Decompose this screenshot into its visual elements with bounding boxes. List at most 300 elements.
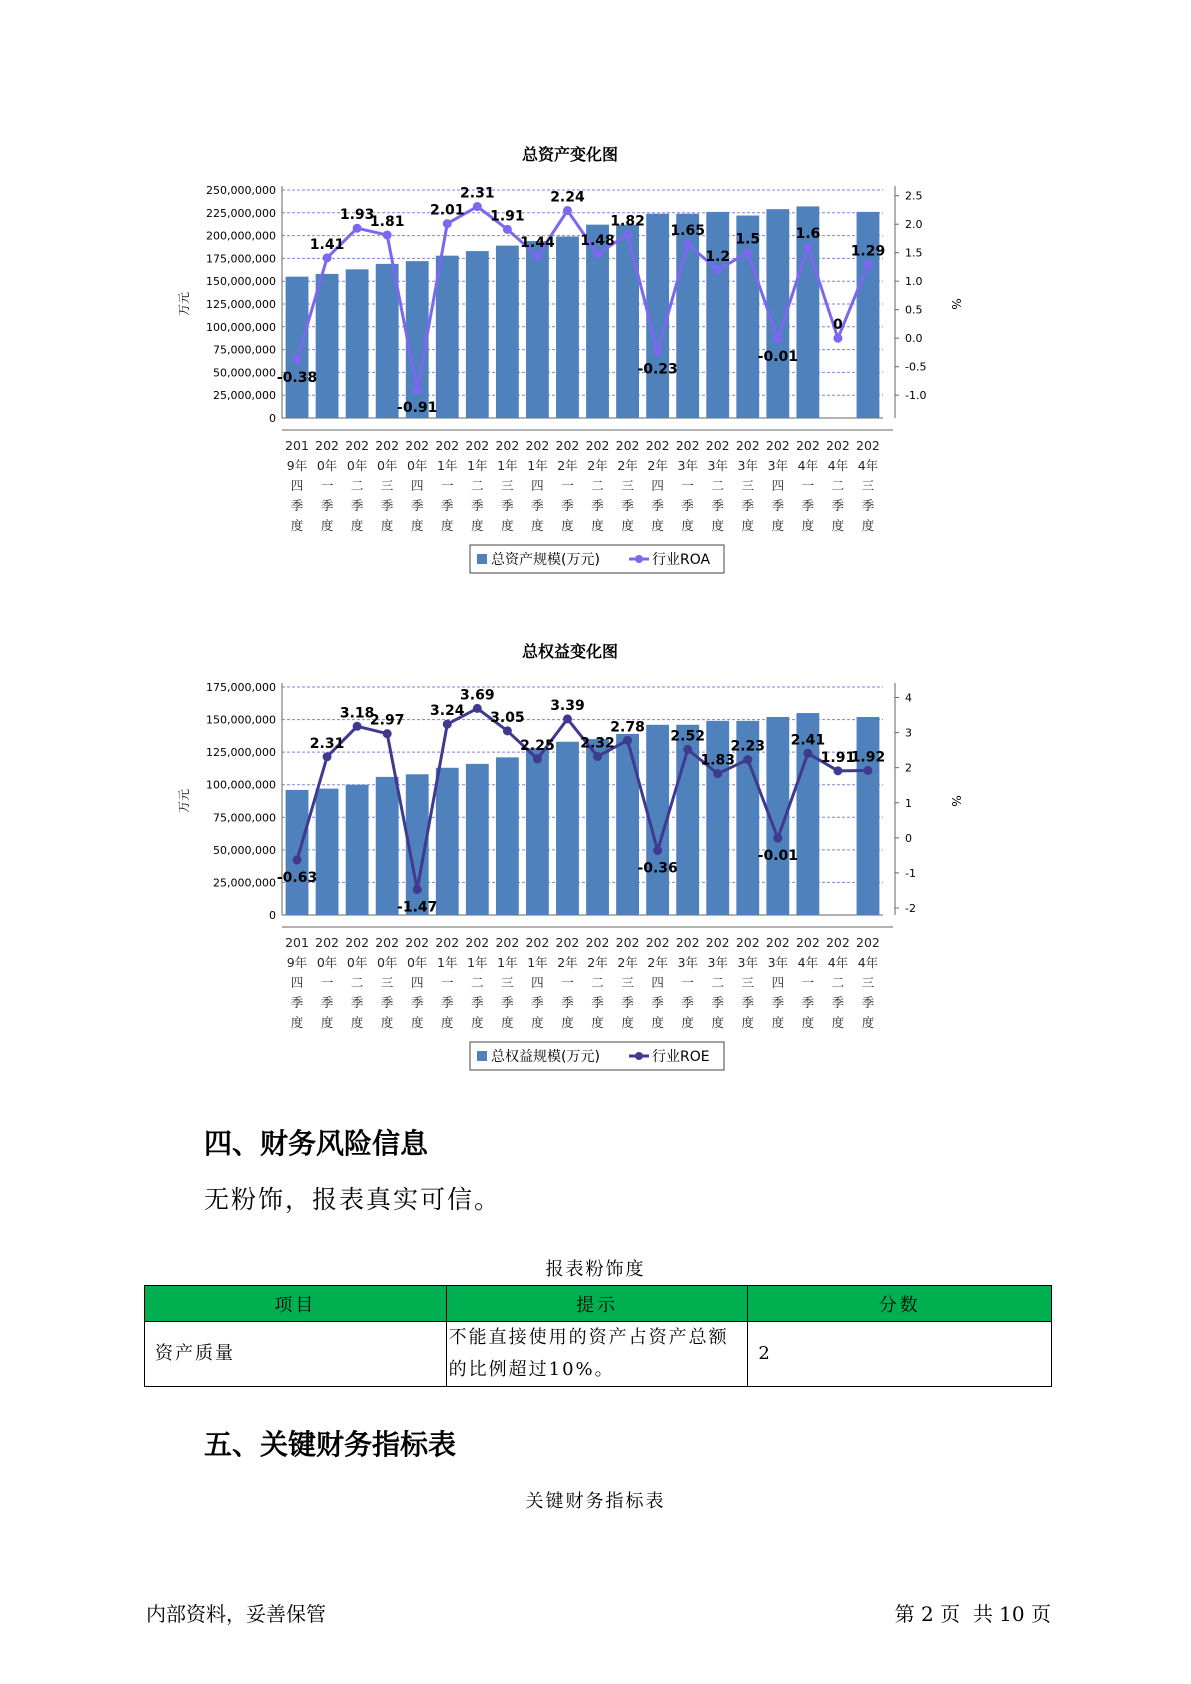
x-tick-label: 四: [531, 975, 544, 990]
column-header-item: 项目: [145, 1286, 447, 1322]
x-tick-label: 202: [765, 935, 790, 950]
x-tick-label: 季: [561, 498, 574, 513]
x-tick-label: 季: [290, 498, 304, 513]
x-tick-label: 202: [645, 935, 670, 950]
line-point: [683, 240, 692, 249]
y-tick-label: 125,000,000: [206, 298, 276, 311]
cell-score: 2: [748, 1322, 1052, 1387]
x-tick-label: 202: [825, 935, 850, 950]
x-tick-label: 二: [711, 975, 724, 990]
data-label: -0.38: [276, 369, 318, 386]
x-tick-label: 三: [861, 478, 875, 493]
y2-tick-label: 0.5: [905, 303, 923, 317]
x-tick-label: 202: [555, 438, 580, 453]
x-tick-label: 三: [741, 975, 755, 990]
line-point: [383, 729, 392, 738]
x-tick-label: 3年: [737, 955, 759, 970]
x-tick-label: 1年: [437, 955, 458, 970]
line-point: [473, 704, 482, 713]
x-tick-label: 度: [831, 1015, 845, 1030]
x-tick-label: 度: [861, 1015, 875, 1030]
bar: [346, 269, 369, 418]
line-point: [593, 249, 602, 258]
x-tick-label: 202: [645, 438, 670, 453]
data-label: 3.69: [460, 687, 495, 704]
x-tick-label: 季: [290, 995, 304, 1010]
x-tick-label: 度: [681, 518, 694, 533]
x-tick-label: 202: [435, 438, 460, 453]
line-point: [803, 243, 812, 252]
x-tick-label: 一: [681, 478, 694, 493]
bar: [526, 241, 549, 418]
x-tick-label: 一: [320, 975, 334, 990]
x-tick-label: 度: [320, 1015, 334, 1030]
x-tick-label: 度: [320, 518, 334, 533]
x-tick-label: 季: [350, 995, 364, 1010]
x-tick-label: 202: [465, 438, 490, 453]
x-tick-label: 4年: [857, 955, 879, 970]
data-label: -0.23: [637, 361, 678, 378]
x-tick-label: 3年: [737, 458, 759, 473]
line-point: [833, 334, 842, 343]
x-tick-label: 二: [471, 478, 484, 493]
x-tick-label: 202: [856, 438, 880, 453]
x-tick-label: 三: [861, 975, 875, 990]
x-tick-label: 1年: [467, 955, 488, 970]
x-tick-label: 二: [711, 478, 724, 493]
y-tick-label: 125,000,000: [206, 746, 276, 760]
line-point: [293, 855, 302, 864]
line-point: [443, 720, 452, 729]
x-tick-label: 季: [380, 995, 394, 1010]
line-point: [863, 766, 872, 775]
line-point: [293, 355, 302, 364]
line-point: [473, 202, 482, 211]
y-tick-label: 225,000,000: [206, 206, 276, 220]
line-point: [713, 265, 722, 274]
legend-label-line: 行业ROA: [652, 552, 711, 568]
x-tick-label: 202: [315, 935, 340, 950]
y2-tick-label: -1.0: [905, 389, 927, 403]
data-label: -0.01: [757, 848, 799, 865]
x-tick-label: 季: [681, 498, 694, 513]
bar: [586, 739, 609, 915]
x-tick-label: 度: [531, 1015, 544, 1030]
x-tick-label: 3年: [707, 458, 728, 473]
x-tick-label: 201: [285, 935, 309, 950]
data-label: -1.47: [397, 899, 438, 916]
x-tick-label: 0年: [316, 955, 338, 970]
x-tick-label: 一: [441, 975, 454, 990]
x-tick-label: 2年: [557, 955, 578, 970]
data-label: 0: [833, 317, 843, 334]
x-tick-label: 202: [405, 935, 430, 950]
x-tick-label: 季: [861, 498, 875, 513]
line-point: [413, 885, 422, 894]
line-point: [353, 722, 362, 731]
data-label: 1.65: [670, 223, 705, 240]
x-tick-label: 9年: [286, 955, 308, 970]
x-tick-label: 季: [651, 995, 664, 1010]
data-label: 1.44: [520, 235, 555, 252]
y-tick-label: 25,000,000: [213, 876, 276, 890]
y-tick-label: 150,000,000: [206, 713, 276, 727]
x-tick-label: 季: [741, 995, 755, 1010]
x-tick-label: 季: [561, 995, 574, 1010]
y-tick-label: 150,000,000: [206, 275, 276, 289]
legend-label-line: 行业ROE: [652, 1049, 710, 1065]
data-label: 1.92: [850, 749, 886, 766]
x-tick-label: 202: [495, 935, 520, 950]
data-label: 1.83: [700, 752, 735, 769]
y2-tick-label: 3: [905, 726, 912, 740]
x-tick-label: 三: [380, 975, 394, 990]
x-tick-label: 度: [771, 1015, 785, 1030]
footer-left: 内部资料，妥善保管: [146, 1602, 326, 1626]
y-axis-title: 万元: [177, 788, 191, 814]
bar: [496, 246, 519, 418]
x-tick-label: 季: [410, 498, 424, 513]
x-tick-label: 0年: [406, 458, 428, 473]
y2-tick-label: 2: [905, 761, 912, 775]
data-label: 1.41: [309, 236, 345, 253]
x-tick-label: 4年: [857, 458, 879, 473]
x-tick-label: 度: [591, 1015, 604, 1030]
x-tick-label: 二: [350, 975, 364, 990]
x-tick-label: 0年: [406, 955, 428, 970]
x-tick-label: 四: [771, 478, 785, 493]
data-label: 2.31: [460, 185, 495, 202]
x-tick-label: 季: [441, 498, 454, 513]
y-tick-label: 250,000,000: [206, 184, 276, 197]
bar: [286, 277, 309, 418]
x-tick-label: 202: [435, 935, 460, 950]
x-tick-label: 季: [501, 498, 514, 513]
y-tick-label: 100,000,000: [206, 320, 276, 334]
data-label: -0.63: [276, 869, 318, 886]
x-tick-label: 二: [350, 478, 364, 493]
legend-bar-swatch: [477, 554, 487, 564]
x-tick-label: 度: [621, 1015, 634, 1030]
y2-tick-label: -1: [905, 866, 916, 880]
x-tick-label: 四: [651, 975, 664, 990]
y2-tick-label: 2.0: [905, 218, 923, 232]
y2-tick-label: -0.5: [905, 360, 927, 374]
x-tick-label: 度: [771, 518, 785, 533]
footer-page-number: 第 2 页 共 10 页: [894, 1602, 1051, 1626]
data-label: 1.29: [850, 243, 886, 260]
risk-table-caption: 报表粉饰度: [545, 1259, 646, 1280]
x-tick-label: 度: [741, 1015, 755, 1030]
x-tick-label: 201: [285, 438, 309, 453]
bar: [376, 777, 399, 915]
line-point: [713, 769, 722, 778]
line-point: [443, 219, 452, 228]
x-tick-label: 202: [675, 935, 700, 950]
x-tick-label: 202: [405, 438, 430, 453]
x-tick-label: 9年: [286, 458, 308, 473]
data-label: 1.91: [820, 749, 856, 766]
x-tick-label: 四: [531, 478, 544, 493]
data-label: 1.48: [580, 232, 615, 249]
line-point: [533, 252, 542, 261]
x-tick-label: 季: [621, 995, 634, 1010]
x-tick-label: 四: [410, 478, 424, 493]
x-tick-label: 202: [465, 935, 490, 950]
column-header-hint: 提示: [446, 1286, 748, 1322]
y-tick-label: 200,000,000: [206, 229, 276, 243]
x-tick-label: 度: [410, 518, 424, 533]
x-tick-label: 季: [441, 995, 454, 1010]
x-tick-label: 2年: [647, 955, 668, 970]
x-tick-label: 四: [651, 478, 664, 493]
x-tick-label: 季: [410, 995, 424, 1010]
line-point: [743, 755, 752, 764]
line-point: [623, 230, 632, 239]
bar: [376, 264, 399, 418]
x-tick-label: 季: [320, 995, 334, 1010]
x-tick-label: 202: [495, 438, 520, 453]
x-tick-label: 二: [591, 975, 604, 990]
data-label: 1.6: [795, 226, 821, 242]
y2-axis-title: %: [949, 298, 963, 310]
bar: [316, 274, 339, 418]
line-point: [503, 225, 512, 234]
data-label: 2.25: [520, 737, 555, 754]
x-tick-label: 度: [290, 518, 304, 533]
x-tick-label: 度: [651, 518, 664, 533]
bar: [436, 768, 459, 915]
x-tick-label: 三: [380, 478, 394, 493]
x-tick-label: 三: [501, 478, 514, 493]
x-tick-label: 1年: [497, 458, 518, 473]
x-tick-label: 度: [471, 518, 484, 533]
x-tick-label: 度: [651, 1015, 664, 1030]
data-label: -0.36: [637, 860, 678, 877]
y2-axis-title: %: [949, 795, 963, 807]
x-tick-label: 0年: [376, 955, 398, 970]
equity-chart-svg: [177, 637, 963, 1097]
chart-title: 总权益变化图: [521, 642, 619, 661]
data-label: 1.91: [490, 208, 525, 225]
x-tick-label: 季: [591, 498, 604, 513]
x-tick-label: 1年: [437, 458, 458, 473]
line-point: [533, 754, 542, 763]
x-tick-label: 度: [711, 518, 724, 533]
x-tick-label: 4年: [827, 458, 849, 473]
x-tick-label: 4年: [827, 955, 849, 970]
x-tick-label: 度: [350, 518, 364, 533]
x-tick-label: 2年: [617, 458, 638, 473]
x-tick-label: 四: [410, 975, 424, 990]
data-label: 3.18: [339, 705, 375, 722]
x-tick-label: 度: [711, 1015, 724, 1030]
line-point: [743, 248, 752, 257]
equity-chart: [177, 637, 963, 1097]
indicator-table-caption: 关键财务指标表: [525, 1491, 666, 1512]
data-label: -0.91: [397, 400, 438, 417]
x-tick-label: 一: [801, 478, 815, 493]
bar: [496, 757, 519, 915]
x-tick-label: 度: [290, 1015, 304, 1030]
risk-table: [144, 1285, 1052, 1387]
x-tick-label: 季: [471, 498, 484, 513]
bar: [706, 721, 729, 915]
x-tick-label: 1年: [497, 955, 518, 970]
bar: [286, 790, 309, 915]
x-tick-label: 2年: [647, 458, 668, 473]
section-5-heading: 五、关键财务指标表: [204, 1428, 457, 1461]
x-tick-label: 季: [771, 498, 785, 513]
x-tick-label: 度: [501, 1015, 514, 1030]
bar: [466, 251, 489, 418]
x-tick-label: 季: [801, 498, 815, 513]
x-tick-label: 季: [531, 995, 544, 1010]
data-label: 3.24: [430, 703, 465, 720]
x-tick-label: 季: [711, 498, 724, 513]
line-point: [323, 253, 332, 262]
bar: [857, 717, 880, 915]
bar: [616, 734, 639, 915]
data-label: 2.24: [550, 189, 585, 206]
x-tick-label: 3年: [677, 955, 698, 970]
x-tick-label: 202: [615, 935, 640, 950]
line-point: [353, 224, 362, 233]
y2-tick-label: 2.5: [905, 189, 923, 203]
line-point: [413, 386, 422, 395]
x-tick-label: 二: [831, 975, 845, 990]
line-point: [653, 347, 662, 356]
x-tick-label: 一: [561, 478, 574, 493]
y2-tick-label: 4: [905, 691, 912, 705]
data-label: 2.31: [309, 735, 345, 752]
x-tick-label: 三: [621, 975, 634, 990]
x-tick-label: 3年: [677, 458, 698, 473]
x-tick-label: 度: [501, 518, 514, 533]
bar: [346, 785, 369, 915]
y2-tick-label: 0.0: [905, 332, 923, 346]
x-tick-label: 季: [711, 995, 724, 1010]
x-tick-label: 季: [771, 995, 785, 1010]
x-tick-label: 202: [585, 438, 610, 453]
cell-hint: 不能直接使用的资产占资产总额的比例超过10%。: [446, 1322, 748, 1387]
x-tick-label: 0年: [316, 458, 338, 473]
x-tick-label: 202: [345, 935, 370, 950]
x-tick-label: 度: [831, 518, 845, 533]
x-tick-label: 一: [320, 478, 334, 493]
bar: [706, 212, 729, 418]
section-4-text: 无粉饰，报表真实可信。: [204, 1185, 502, 1214]
x-tick-label: 季: [681, 995, 694, 1010]
y-tick-label: 75,000,000: [213, 343, 276, 357]
x-tick-label: 四: [290, 975, 304, 990]
data-label: 1.93: [339, 207, 375, 224]
x-tick-label: 1年: [527, 955, 548, 970]
x-tick-label: 季: [320, 498, 334, 513]
data-label: 3.39: [550, 697, 585, 714]
data-label: 2.52: [670, 728, 705, 745]
x-tick-label: 202: [375, 935, 400, 950]
data-label: 1.5: [735, 231, 761, 248]
x-tick-label: 度: [441, 1015, 454, 1030]
assets-chart-svg: [177, 140, 963, 600]
x-tick-label: 度: [621, 518, 634, 533]
x-tick-label: 季: [831, 995, 845, 1010]
y2-tick-label: 1.5: [905, 246, 923, 260]
legend-bar-swatch: [477, 1051, 487, 1061]
x-tick-label: 度: [471, 1015, 484, 1030]
line-point: [683, 745, 692, 754]
x-tick-label: 202: [856, 935, 880, 950]
y-axis-title: 万元: [177, 291, 191, 317]
bar: [556, 742, 579, 915]
x-tick-label: 度: [861, 518, 875, 533]
x-tick-label: 度: [801, 1015, 815, 1030]
x-tick-label: 0年: [346, 955, 368, 970]
x-tick-label: 202: [795, 935, 820, 950]
x-tick-label: 度: [591, 518, 604, 533]
x-tick-label: 度: [350, 1015, 364, 1030]
x-tick-label: 三: [741, 478, 755, 493]
x-tick-label: 202: [675, 438, 700, 453]
x-tick-label: 202: [735, 935, 760, 950]
line-point: [653, 846, 662, 855]
x-tick-label: 度: [561, 1015, 574, 1030]
line-point: [593, 752, 602, 761]
x-tick-label: 季: [741, 498, 755, 513]
x-tick-label: 202: [795, 438, 820, 453]
column-header-score: 分数: [748, 1286, 1052, 1322]
x-tick-label: 二: [591, 478, 604, 493]
chart-title: 总资产变化图: [521, 145, 619, 164]
x-tick-label: 202: [375, 438, 400, 453]
bar: [526, 748, 549, 915]
bar: [616, 225, 639, 418]
y-tick-label: 100,000,000: [206, 778, 276, 792]
x-tick-label: 3年: [707, 955, 728, 970]
x-tick-label: 3年: [767, 458, 789, 473]
table-row: [145, 1322, 1052, 1387]
x-tick-label: 三: [621, 478, 634, 493]
legend-line-marker: [635, 555, 643, 563]
data-label: 3.05: [490, 709, 525, 726]
line-point: [563, 206, 572, 215]
x-tick-label: 2年: [587, 458, 608, 473]
y2-tick-label: 0: [905, 831, 912, 845]
bar: [466, 764, 489, 915]
data-label: 2.32: [580, 735, 615, 752]
x-tick-label: 202: [705, 935, 730, 950]
line-point: [503, 726, 512, 735]
x-tick-label: 2年: [557, 458, 578, 473]
x-tick-label: 度: [380, 1015, 394, 1030]
x-tick-label: 202: [555, 935, 580, 950]
x-tick-label: 季: [591, 995, 604, 1010]
x-tick-label: 四: [771, 975, 785, 990]
x-tick-label: 季: [651, 498, 664, 513]
x-tick-label: 度: [741, 518, 755, 533]
x-tick-label: 一: [681, 975, 694, 990]
x-tick-label: 度: [410, 1015, 424, 1030]
x-tick-label: 1年: [467, 458, 488, 473]
x-tick-label: 202: [345, 438, 370, 453]
x-tick-label: 0年: [346, 458, 368, 473]
x-tick-label: 季: [471, 995, 484, 1010]
x-tick-label: 二: [831, 478, 845, 493]
line-point: [383, 231, 392, 240]
data-label: 2.41: [790, 732, 826, 749]
assets-chart: [177, 140, 963, 600]
